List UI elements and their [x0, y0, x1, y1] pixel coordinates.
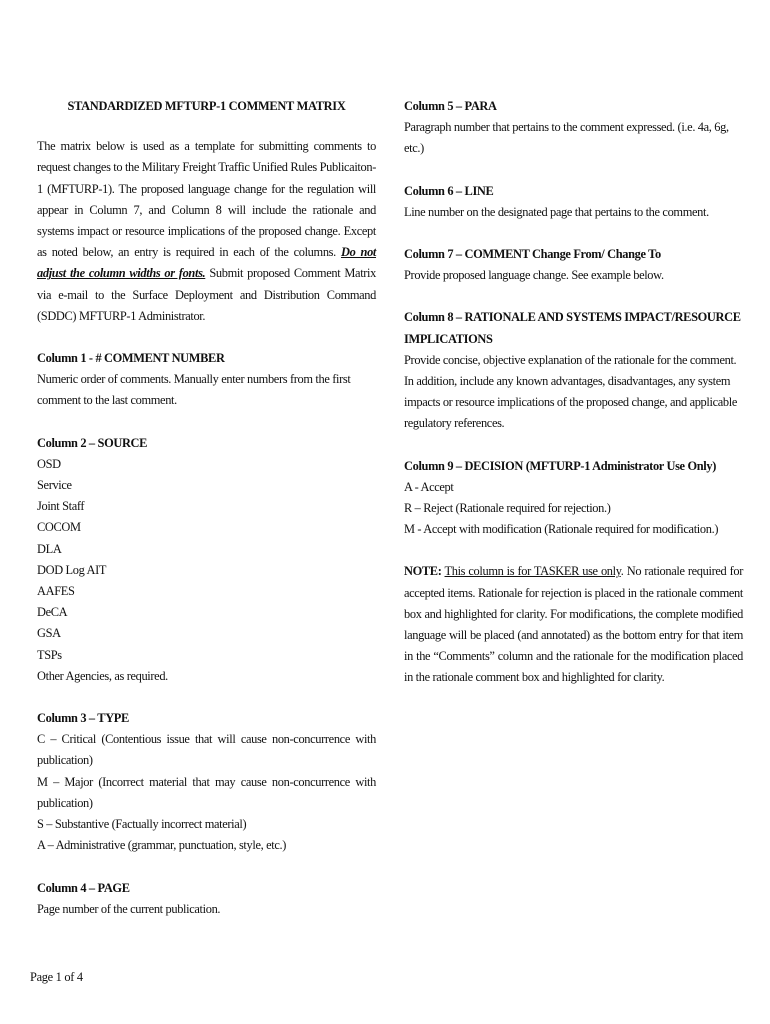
source-item: GSA: [37, 626, 61, 641]
source-item: AAFES: [37, 584, 75, 599]
source-item: Other Agencies, as required.: [37, 668, 168, 683]
document-title: STANDARDIZED MFTURP-1 COMMENT MATRIX: [67, 99, 346, 113]
type-item: S – Substantive (Factually incorrect material): [37, 817, 247, 832]
type-item: C – Critical (Contentious issue that will cause non-concurrence with publication): [37, 732, 376, 768]
source-item: Service: [37, 478, 72, 493]
source-item: DOD Log AIT: [37, 562, 107, 577]
intro-emphasis: Do not adjust the column widths or fonts.: [37, 245, 377, 281]
section-column-2: [37, 433, 376, 687]
type-item: A – Administrative (grammar, punctuation, style, etc.): [37, 838, 287, 853]
column-3-heading: Column 3 – TYPE: [37, 711, 129, 726]
decision-item: A - Accept: [404, 479, 454, 494]
column-5-text: Paragraph number that pertains to the comment expressed. (i.e. 4a, 6g, etc.): [404, 120, 729, 156]
source-item: TSPs: [37, 647, 62, 662]
column-9-heading: Column 9 – DECISION (MFTURP-1 Administrator Use Only): [404, 458, 716, 473]
column-1-text: Numeric order of comments. Manually enter numbers from the first comment to the last comment.: [37, 372, 351, 408]
source-item: COCOM: [37, 520, 81, 535]
section-column-3: [37, 708, 376, 856]
page-number: Page 1 of 4: [30, 970, 83, 984]
column-4-text: Page number of the current publication.: [37, 901, 221, 916]
section-column-1: [37, 348, 376, 412]
column-2-heading: Column 2 – SOURCE: [37, 435, 148, 450]
section-column-6: [404, 181, 743, 223]
intro-text-2: Submit proposed Comment Matrix via e-mail to the Surface Deployment and Distribution Command (SDDC) MFTURP-1 Administrator.: [37, 266, 376, 323]
decision-item: R – Reject (Rationale required for rejection.): [404, 501, 611, 516]
column-4-heading: Column 4 – PAGE: [37, 880, 130, 895]
section-column-9: [404, 456, 743, 541]
source-item: OSD: [37, 456, 61, 471]
column-8-text: Provide concise, objective explanation of the rationale for the comment. In addition, include any known advantages, disadvantages, any system impacts or resource implications of the proposed change, and applicable regulatory references.: [404, 352, 737, 431]
section-column-8: [404, 307, 743, 434]
column-7-text: Provide proposed language change. See example below.: [404, 268, 664, 283]
note-paragraph: [404, 561, 743, 688]
source-item: Joint Staff: [37, 499, 85, 514]
section-column-7: [404, 244, 743, 286]
column-5-heading: Column 5 – PARA: [404, 99, 497, 113]
column-8-heading: Column 8 – RATIONALE AND SYSTEMS IMPACT/RESOURCE IMPLICATIONS: [404, 310, 741, 346]
note-label: NOTE:: [404, 564, 442, 579]
right-column: [404, 96, 743, 710]
column-1-heading: Column 1 - # COMMENT NUMBER: [37, 351, 225, 366]
column-6-text: Line number on the designated page that pertains to the comment.: [404, 204, 709, 219]
column-6-heading: Column 6 – LINE: [404, 183, 494, 198]
note-underlined: This column is for TASKER use only: [444, 564, 621, 579]
note-text: . No rationale required for accepted items. Rationale for rejection is placed in the rationale comment box and highlighted for clarity. For modifications, the complete modified language will be placed (and annotated) as the bottom entry for that item in the “Comments” column and the rationale for the modification placed in the rationale comment box and highlighted for clarity.: [404, 564, 743, 685]
intro-paragraph: [37, 136, 376, 327]
section-column-5: [404, 96, 743, 160]
intro-text-1: The matrix below is used as a template for submitting comments to request changes to the Military Freight Traffic Unified Rules Publicaiton-1 (MFTURP-1). The proposed language change for the regulation will appear in Column 7, and Column 8 will include the rationale and systems impact or resource implications of the proposed change. Except as noted below, an entry is required in each of the columns.: [37, 139, 376, 260]
left-column: [37, 96, 376, 941]
source-item: DLA: [37, 541, 62, 556]
section-column-4: [37, 878, 376, 920]
type-item: M – Major (Incorrect material that may cause non-concurrence with publication): [37, 774, 376, 810]
source-item: DeCA: [37, 605, 68, 620]
decision-item: M - Accept with modification (Rationale required for modification.): [404, 522, 719, 537]
column-7-heading: Column 7 – COMMENT Change From/ Change To: [404, 247, 661, 262]
